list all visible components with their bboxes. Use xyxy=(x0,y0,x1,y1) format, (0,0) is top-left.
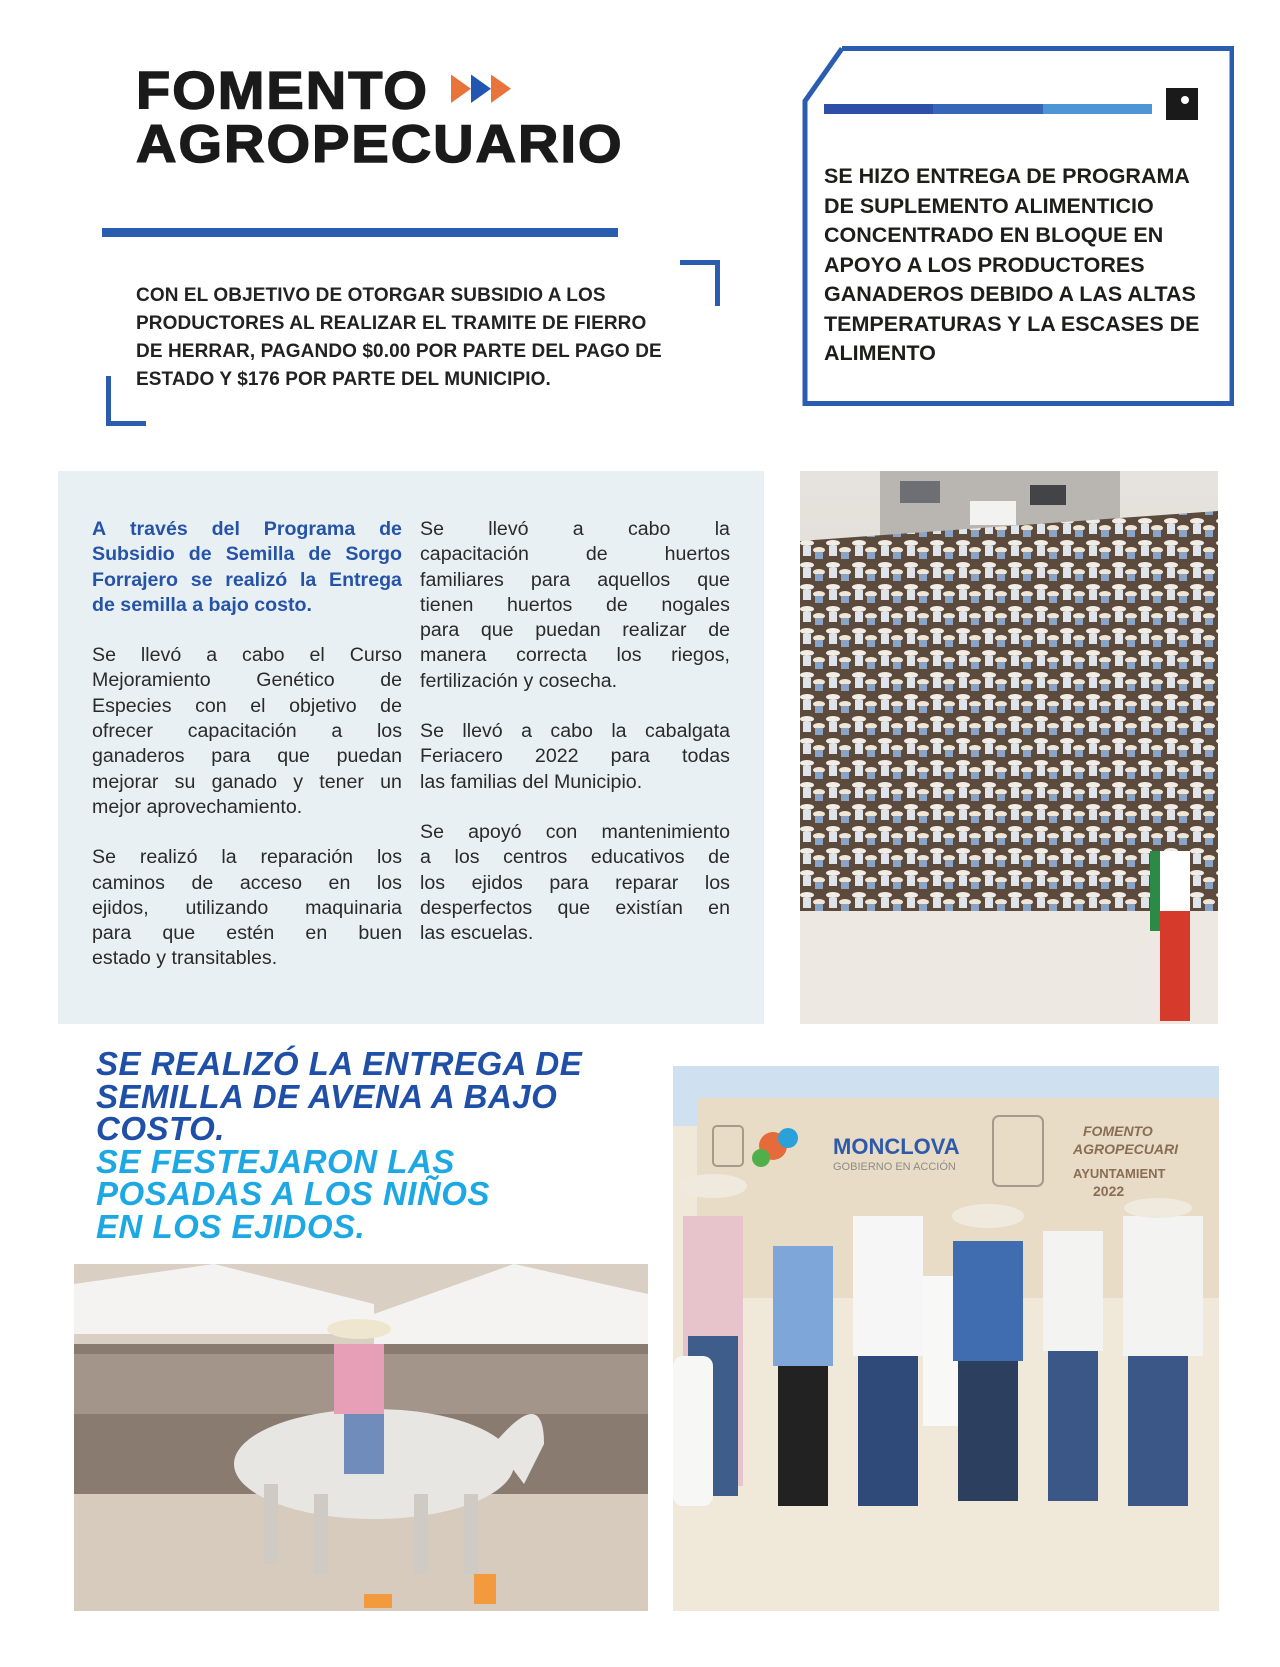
callout-line: DE SUPLEMENTO ALIMENTICIO xyxy=(824,193,1154,218)
photo-group-delivery xyxy=(673,1066,1219,1611)
headline-line: COSTO. xyxy=(96,1110,225,1147)
paragraph-line: ejidos, utilizando maquinaria xyxy=(92,896,402,919)
paragraph-line: para que puedan realizar de xyxy=(420,619,730,642)
headline-line: POSADAS A LOS NIÑOS xyxy=(96,1175,490,1212)
lead-paragraph xyxy=(92,517,402,618)
paragraph xyxy=(92,643,402,820)
paragraph-line: desperfectos que existían en xyxy=(420,896,730,919)
callout-line: TEMPERATURAS Y LA ESCASES DE xyxy=(824,311,1200,336)
callout-gradient-bar xyxy=(824,104,1152,114)
paragraph-line: ganaderos para que puedan xyxy=(92,745,402,768)
banner-brand: MONCLOVA xyxy=(833,1134,960,1159)
paragraph-line: mejor aprovechamiento. xyxy=(92,795,303,818)
paragraph-line: de semilla a bajo costo. xyxy=(92,593,312,616)
headline-line: SEMILLA DE AVENA A BAJO xyxy=(96,1077,558,1115)
headline-line: EN LOS EJIDOS. xyxy=(96,1207,366,1245)
page-title xyxy=(136,60,624,174)
intro-line: PRODUCTORES AL REALIZAR EL TRAMITE DE FIERRO xyxy=(136,313,647,334)
paragraph-line: familiares para aquellos que xyxy=(420,568,730,591)
paragraph-line: A través del Programa de xyxy=(92,518,402,540)
callout-line: ALIMENTO xyxy=(824,341,936,365)
paragraph-line: tienen huertos de nogales xyxy=(420,593,730,616)
paragraph xyxy=(420,719,730,795)
paragraph xyxy=(92,845,402,971)
paragraph xyxy=(420,820,730,946)
paragraph-line: Se llevó a cabo el Curso xyxy=(92,644,402,667)
paragraph-line: Subsidio de Semilla de Sorgo xyxy=(92,543,402,566)
paragraph-line: Feriacero 2022 para todas xyxy=(420,745,730,768)
panel-column-2 xyxy=(420,517,730,971)
intro-line: CON EL OBJETIVO DE OTORGAR SUBSIDIO A LOS xyxy=(136,285,606,306)
intro-line: ESTADO Y $176 POR PARTE DEL MUNICIPIO. xyxy=(136,369,551,390)
paragraph-line: capacitación de huertos xyxy=(420,543,730,566)
callout-text xyxy=(824,162,1224,369)
photo-cabalgata-crowd xyxy=(800,471,1218,1024)
title-underline xyxy=(102,228,618,237)
paragraph-line: Especies con el objetivo de xyxy=(92,694,402,717)
callout-line: GANADEROS DEBIDO A LAS ALTAS xyxy=(824,282,1196,306)
callout-line: CONCENTRADO EN BLOQUE EN xyxy=(824,223,1164,247)
paragraph-line: los ejidos para reparar los xyxy=(420,871,730,894)
paragraph-line: Se realizó la reparación los xyxy=(92,846,402,869)
paragraph-line: Forrajero se realizó la Entrega xyxy=(92,568,402,591)
callout-box xyxy=(802,46,1234,406)
activities-panel xyxy=(58,471,764,1024)
paragraph-line: a los centros educativos de xyxy=(420,846,730,869)
headline-line: SE FESTEJARON LAS xyxy=(96,1142,455,1180)
title-line-2: AGROPECUARIO xyxy=(136,113,624,174)
intro-line: DE HERRAR, PAGANDO $0.00 POR PARTE DEL PAGO DE xyxy=(136,341,662,362)
paragraph-line: mejorar su ganado y tener un xyxy=(92,770,402,793)
callout-line: SE HIZO ENTREGA DE PROGRAMA xyxy=(824,164,1190,188)
paragraph-line: Se llevó a cabo la xyxy=(420,518,730,540)
title-line-1: FOMENTO xyxy=(136,64,624,117)
paragraph-line: Se apoyó con mantenimiento xyxy=(420,820,730,843)
intro-text xyxy=(136,282,696,394)
panel-column-1 xyxy=(92,517,402,997)
paragraph-line: para que estén en buen xyxy=(92,922,402,945)
paragraph xyxy=(420,517,730,694)
highlight-headline xyxy=(96,1045,656,1245)
paragraph-line: manera correcta los riegos, xyxy=(420,644,730,667)
headline-line: SE REALIZÓ LA ENTREGA DE xyxy=(96,1045,583,1082)
callout-line: APOYO A LOS PRODUCTORES xyxy=(824,252,1145,277)
paragraph-line: Se llevó a cabo la cabalgata xyxy=(420,720,730,743)
triple-arrow-icon xyxy=(451,75,511,104)
square-dot-icon xyxy=(1166,88,1198,120)
paragraph-line: ofrecer capacitación a los xyxy=(92,720,402,743)
banner-tagline: GOBIERNO EN ACCIÓN xyxy=(833,1161,956,1173)
banner-line: AGROPECUARI xyxy=(1073,1141,1179,1157)
photo-horse-rider xyxy=(74,1264,648,1611)
paragraph-line: las escuelas. xyxy=(420,922,534,945)
paragraph-line: las familias del Municipio. xyxy=(420,770,643,793)
banner-line: 2022 xyxy=(1093,1183,1125,1199)
paragraph-line: Mejoramiento Genético de xyxy=(92,669,402,692)
banner-line: AYUNTAMIENT xyxy=(1073,1166,1166,1181)
paragraph-line: caminos de acceso en los xyxy=(92,871,402,894)
banner-line: FOMENTO xyxy=(1083,1123,1153,1139)
paragraph-line: fertilización y cosecha. xyxy=(420,669,618,692)
paragraph-line: estado y transitables. xyxy=(92,947,278,970)
